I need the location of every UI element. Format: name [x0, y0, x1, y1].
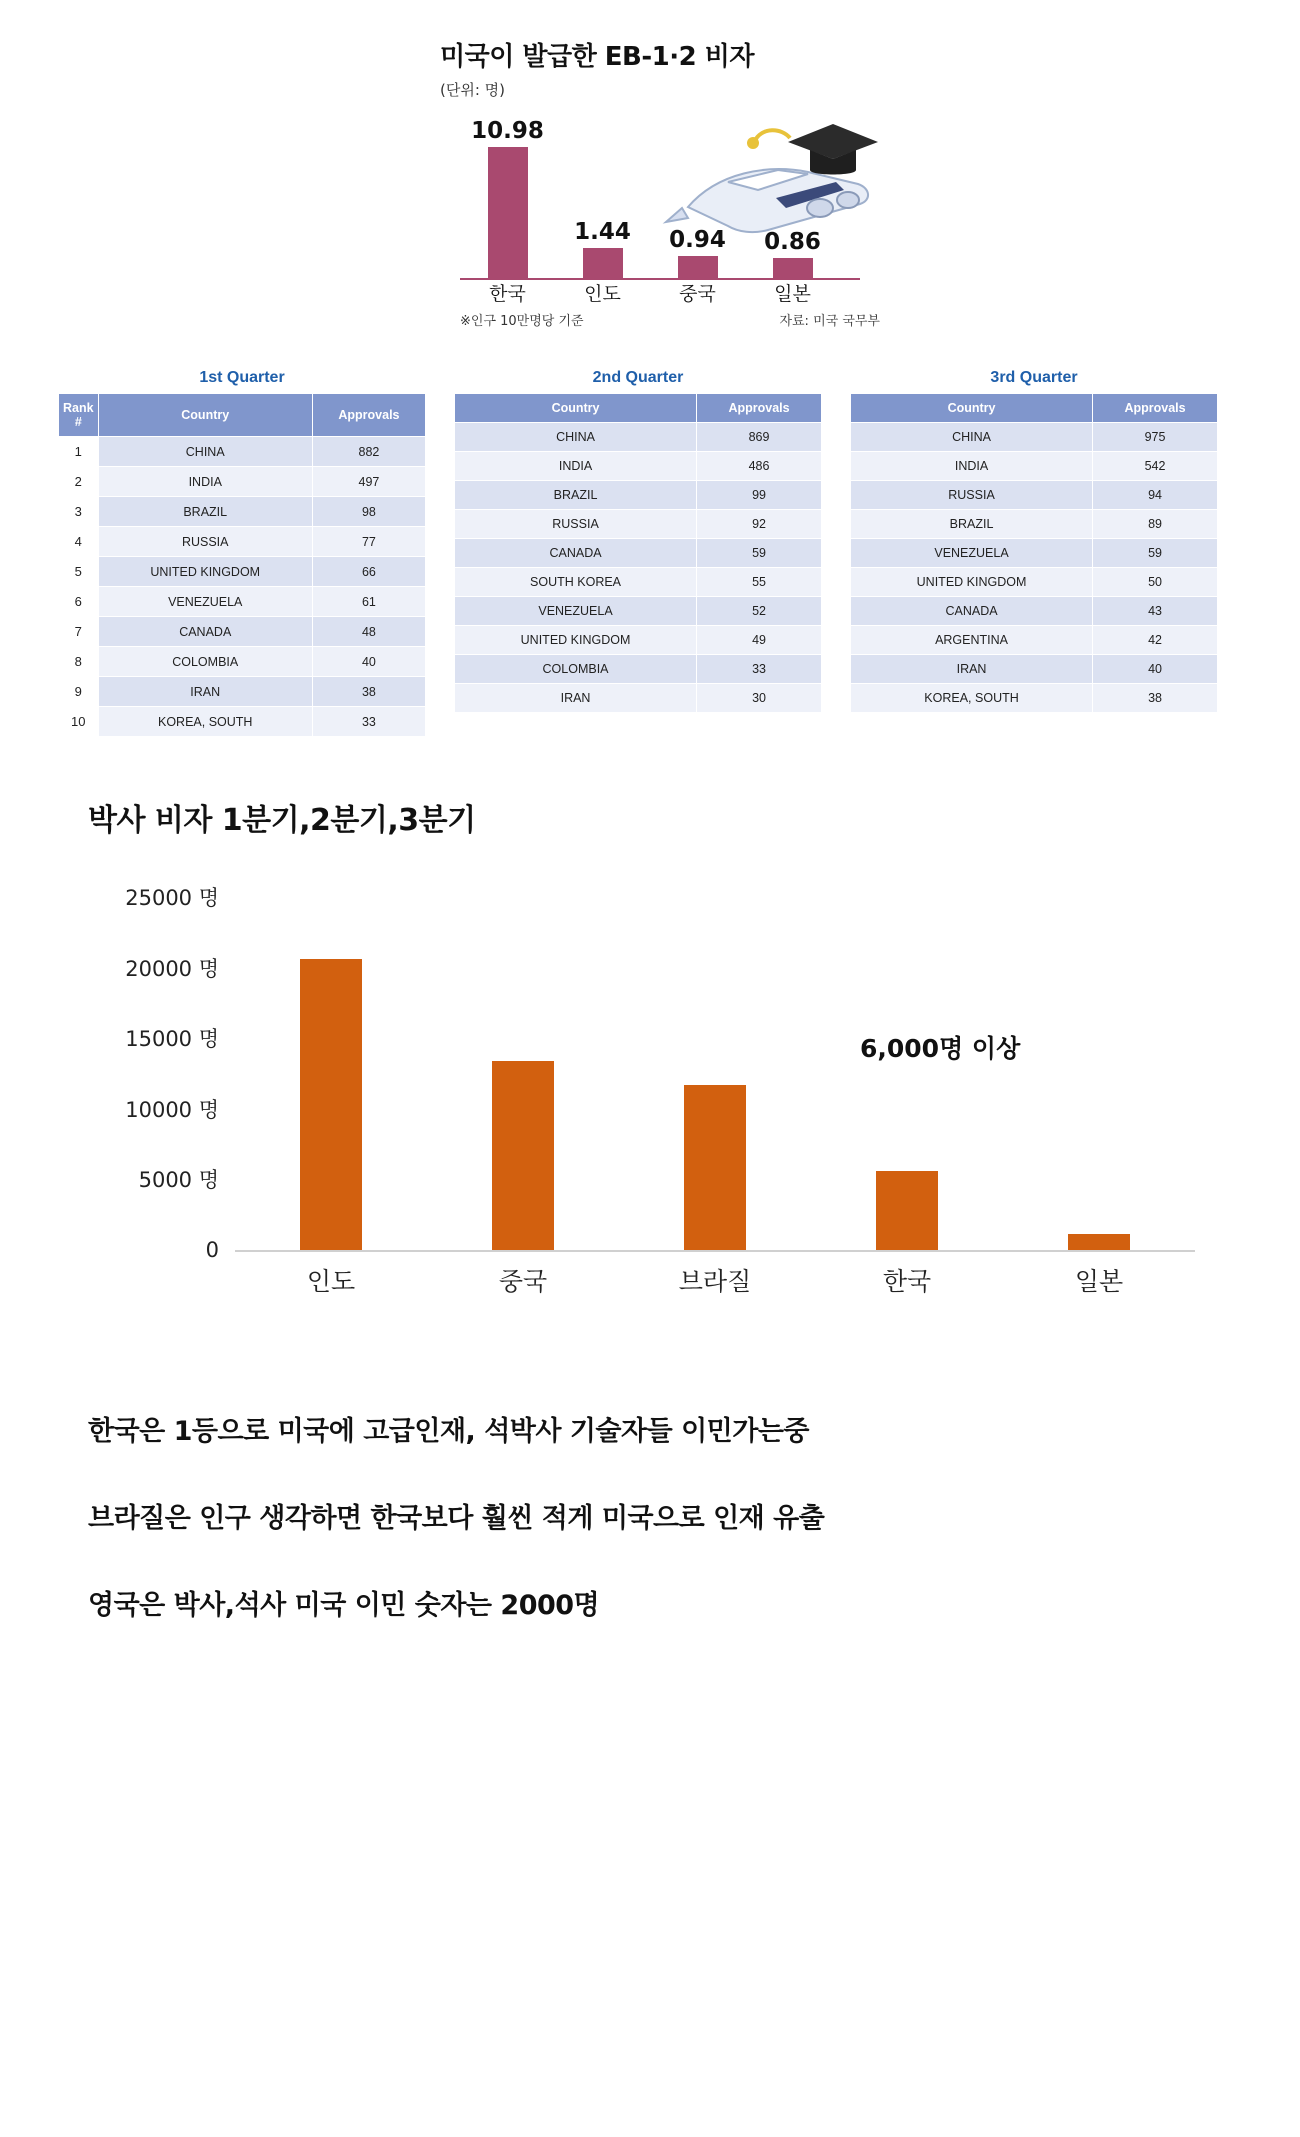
- bar-value: 0.86: [764, 229, 821, 255]
- bar-value: 1.44: [574, 219, 631, 245]
- table-row: [59, 647, 426, 677]
- table-row: [455, 481, 822, 510]
- table-row: [851, 481, 1218, 510]
- cell-approvals: 38: [312, 677, 425, 707]
- cell-country: INDIA: [851, 452, 1093, 481]
- infographic-title: 미국이 발급한 EB-1·2 비자: [440, 42, 755, 72]
- footnote-left: ※인구 10만명당 기준: [460, 314, 584, 329]
- infographic-bar-item: [650, 118, 745, 278]
- eb12-visa-infographic: [430, 36, 880, 329]
- cell-approvals: 33: [312, 707, 425, 737]
- infographic-footnotes: [460, 310, 880, 329]
- table-row: [851, 539, 1218, 568]
- table-2nd-quarter: [454, 369, 822, 737]
- y-axis-tick-label: 10000 명: [125, 1097, 219, 1122]
- y-axis-tick-label: 20000 명: [125, 956, 219, 981]
- cell-rank: 7: [59, 617, 99, 647]
- approvals-table: [850, 393, 1218, 713]
- cell-approvals: 55: [697, 568, 822, 597]
- bar-rect: [773, 258, 813, 278]
- cell-country: IRAN: [98, 677, 312, 707]
- cell-country: IRAN: [851, 655, 1093, 684]
- cell-rank: 5: [59, 557, 99, 587]
- infographic-chart: [440, 106, 870, 306]
- cell-country: RUSSIA: [98, 527, 312, 557]
- cell-country: SOUTH KOREA: [455, 568, 697, 597]
- table-row: [851, 423, 1218, 452]
- chart-plot-area: [125, 886, 1195, 1262]
- cell-country: BRAZIL: [851, 510, 1093, 539]
- x-axis-tick-label: 브라질: [678, 1267, 752, 1296]
- table-row: [59, 677, 426, 707]
- table-row: [455, 684, 822, 713]
- table-row: [59, 467, 426, 497]
- cell-rank: 4: [59, 527, 99, 557]
- table-row: [851, 568, 1218, 597]
- cell-country: UNITED KINGDOM: [455, 626, 697, 655]
- column-header-country: Country: [851, 394, 1093, 423]
- cell-rank: 6: [59, 587, 99, 617]
- bar-rect: [488, 147, 528, 278]
- page-title: 박사 비자 1분기,2분기,3분기: [88, 803, 476, 838]
- y-axis-tick-label: 15000 명: [125, 1027, 219, 1052]
- table-row: [59, 617, 426, 647]
- table-row: [455, 539, 822, 568]
- column-header-approvals: Approvals: [697, 394, 822, 423]
- doctorate-visa-bar-chart: [60, 879, 1240, 1319]
- table-row: [455, 626, 822, 655]
- y-axis-tick-label: 0: [205, 1238, 219, 1262]
- bar-rect: [583, 248, 623, 278]
- table-title: 1st Quarter: [199, 369, 285, 386]
- category-label: 한국: [489, 283, 526, 305]
- x-axis-tick-label: 인도: [306, 1267, 356, 1296]
- table-header-row: [59, 394, 426, 437]
- infographic-bar-item: [555, 118, 650, 278]
- cell-country: VENEZUELA: [851, 539, 1093, 568]
- y-axis-tick-label: 5000 명: [138, 1168, 219, 1193]
- table-row: [59, 587, 426, 617]
- cell-country: INDIA: [98, 467, 312, 497]
- table-row: [851, 626, 1218, 655]
- cell-rank: 2: [59, 467, 99, 497]
- bar-item: [1003, 897, 1195, 1250]
- cell-approvals: 975: [1093, 423, 1218, 452]
- cell-country: CANADA: [455, 539, 697, 568]
- bar-item: [619, 897, 811, 1250]
- cell-country: CHINA: [98, 437, 312, 467]
- bar-rect: [300, 959, 362, 1250]
- cell-country: VENEZUELA: [455, 597, 697, 626]
- bar-rect: [492, 1061, 554, 1250]
- cell-approvals: 542: [1093, 452, 1218, 481]
- table-row: [59, 527, 426, 557]
- table-row: [59, 497, 426, 527]
- bar-item: [235, 897, 427, 1250]
- cell-approvals: 61: [312, 587, 425, 617]
- cell-rank: 3: [59, 497, 99, 527]
- table-row: [851, 684, 1218, 713]
- table-row: [851, 597, 1218, 626]
- cell-country: KOREA, SOUTH: [98, 707, 312, 737]
- column-header-country: Country: [98, 394, 312, 437]
- note-line: 브라질은 인구 생각하면 한국보다 훨씬 적게 미국으로 인재 유출: [88, 1503, 825, 1534]
- cell-rank: 10: [59, 707, 99, 737]
- cell-country: UNITED KINGDOM: [851, 568, 1093, 597]
- cell-approvals: 882: [312, 437, 425, 467]
- cell-approvals: 92: [697, 510, 822, 539]
- cell-approvals: 42: [1093, 626, 1218, 655]
- footnote-source: 자료: 미국 국무부: [779, 314, 880, 329]
- cell-country: BRAZIL: [455, 481, 697, 510]
- cell-country: INDIA: [455, 452, 697, 481]
- cell-country: COLOMBIA: [455, 655, 697, 684]
- cell-approvals: 40: [312, 647, 425, 677]
- cell-country: IRAN: [455, 684, 697, 713]
- bar-value: 10.98: [471, 118, 544, 144]
- cell-approvals: 497: [312, 467, 425, 497]
- cell-rank: 8: [59, 647, 99, 677]
- table-row: [851, 655, 1218, 684]
- quarter-tables: [58, 369, 1258, 737]
- table-row: [59, 437, 426, 467]
- cell-approvals: 486: [697, 452, 822, 481]
- bar-value: 0.94: [669, 227, 726, 253]
- x-axis-tick-label: 일본: [1074, 1267, 1124, 1296]
- bar-rect: [876, 1171, 938, 1250]
- table-3rd-quarter: [850, 369, 1218, 737]
- table-row: [59, 557, 426, 587]
- cell-approvals: 77: [312, 527, 425, 557]
- cell-rank: 9: [59, 677, 99, 707]
- cell-country: UNITED KINGDOM: [98, 557, 312, 587]
- cell-approvals: 33: [697, 655, 822, 684]
- infographic-bars: [460, 118, 860, 278]
- chart-bars: [235, 897, 1195, 1250]
- column-header-approvals: Approvals: [312, 394, 425, 437]
- category-label: 중국: [679, 283, 716, 305]
- category-label: 일본: [774, 283, 811, 305]
- cell-approvals: 869: [697, 423, 822, 452]
- bar-rect: [1068, 1234, 1130, 1250]
- cell-country: CANADA: [851, 597, 1093, 626]
- cell-country: CHINA: [455, 423, 697, 452]
- cell-approvals: 30: [697, 684, 822, 713]
- page-root: [0, 36, 1300, 2137]
- cell-country: COLOMBIA: [98, 647, 312, 677]
- table-row: [455, 510, 822, 539]
- commentary-notes: [88, 1409, 1300, 1622]
- cell-approvals: 43: [1093, 597, 1218, 626]
- cell-approvals: 49: [697, 626, 822, 655]
- cell-approvals: 40: [1093, 655, 1218, 684]
- cell-approvals: 48: [312, 617, 425, 647]
- cell-country: VENEZUELA: [98, 587, 312, 617]
- bar-rect: [678, 256, 718, 278]
- table-header-row: [455, 394, 822, 423]
- x-axis-tick-label: 중국: [498, 1267, 548, 1296]
- table-header-row: [851, 394, 1218, 423]
- cell-approvals: 50: [1093, 568, 1218, 597]
- table-row: [455, 452, 822, 481]
- cell-approvals: 66: [312, 557, 425, 587]
- table-row: [455, 423, 822, 452]
- table-row: [851, 452, 1218, 481]
- cell-country: KOREA, SOUTH: [851, 684, 1093, 713]
- approvals-table: [58, 393, 426, 737]
- cell-country: BRAZIL: [98, 497, 312, 527]
- approvals-table: [454, 393, 822, 713]
- bar-rect: [684, 1085, 746, 1250]
- chart-x-axis-labels: [235, 1262, 1195, 1298]
- column-header-approvals: Approvals: [1093, 394, 1218, 423]
- bar-item: [811, 897, 1003, 1250]
- table-row: [851, 510, 1218, 539]
- table-row: [59, 707, 426, 737]
- cell-country: CANADA: [98, 617, 312, 647]
- note-line: 한국은 1등으로 미국에 고급인재, 석박사 기술자들 이민가는중: [88, 1416, 809, 1447]
- y-axis-tick-label: 25000 명: [125, 886, 219, 910]
- cell-country: RUSSIA: [851, 481, 1093, 510]
- cell-country: ARGENTINA: [851, 626, 1093, 655]
- infographic-category-labels: [460, 279, 860, 306]
- infographic-subtitle: (단위: 명): [440, 81, 505, 99]
- cell-approvals: 38: [1093, 684, 1218, 713]
- x-axis-tick-label: 한국: [882, 1267, 932, 1296]
- infographic-bar-item: [745, 118, 840, 278]
- bar-item: [427, 897, 619, 1250]
- table-row: [455, 597, 822, 626]
- note-line: 영국은 박사,석사 미국 이민 숫자는 2000명: [88, 1590, 600, 1621]
- cell-country: RUSSIA: [455, 510, 697, 539]
- column-header-rank: Rank #: [59, 394, 99, 437]
- cell-approvals: 99: [697, 481, 822, 510]
- chart-annotation: 6,000명 이상: [860, 1034, 1021, 1063]
- cell-country: CHINA: [851, 423, 1093, 452]
- table-1st-quarter: [58, 369, 426, 737]
- column-header-country: Country: [455, 394, 697, 423]
- table-row: [455, 655, 822, 684]
- cell-approvals: 94: [1093, 481, 1218, 510]
- cell-rank: 1: [59, 437, 99, 467]
- table-row: [455, 568, 822, 597]
- cell-approvals: 98: [312, 497, 425, 527]
- cell-approvals: 89: [1093, 510, 1218, 539]
- table-title: 2nd Quarter: [592, 369, 684, 386]
- cell-approvals: 52: [697, 597, 822, 626]
- category-label: 인도: [584, 283, 621, 305]
- cell-approvals: 59: [697, 539, 822, 568]
- table-title: 3rd Quarter: [990, 369, 1078, 386]
- cell-approvals: 59: [1093, 539, 1218, 568]
- infographic-bar-item: [460, 118, 555, 278]
